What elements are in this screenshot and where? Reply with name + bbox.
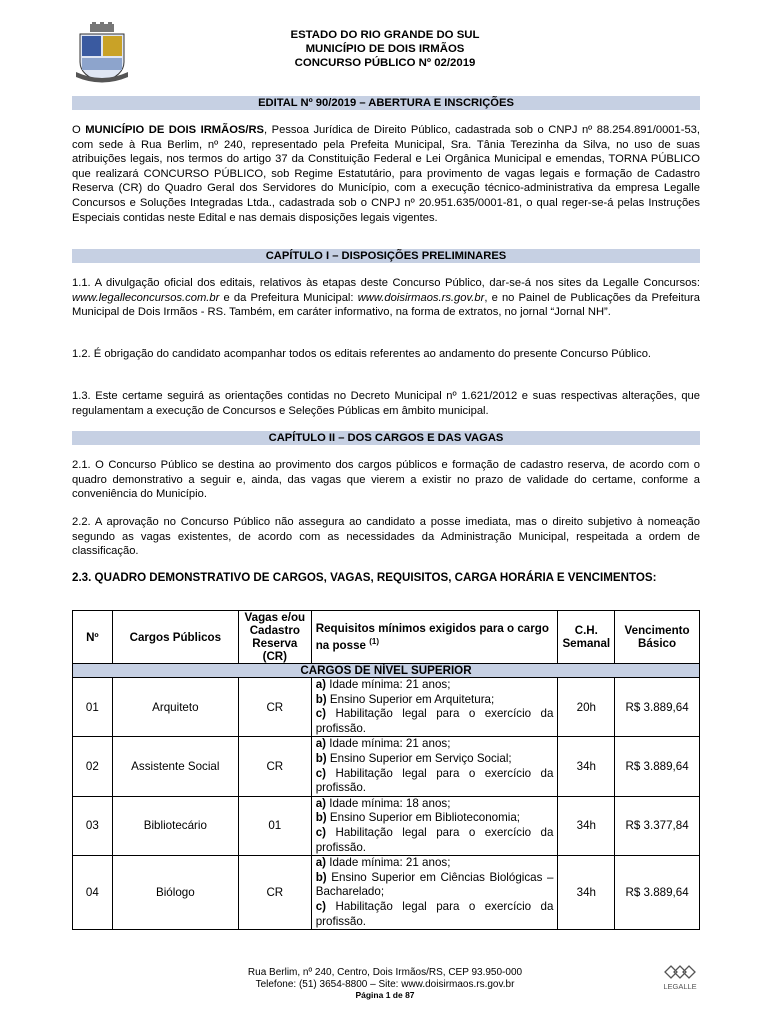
cell-vagas: CR xyxy=(238,678,311,737)
requisito-text: Habilitação legal para o exercício da profissão. xyxy=(315,899,554,928)
cell-vencimento: R$ 3.889,64 xyxy=(615,737,700,796)
header-municipality: MUNICÍPIO DE DOIS IRMÃOS xyxy=(305,43,465,55)
col-header-requisitos xyxy=(311,611,558,664)
col-header-vagas: Vagas e/ou Cadastro Reserva (CR) xyxy=(238,611,311,664)
requisito-text: Idade mínima: 21 anos; xyxy=(326,678,451,691)
chapter-1-title: CAPÍTULO I – DISPOSIÇÕES PRELIMINARES xyxy=(72,249,700,263)
cell-cargo: Arquiteto xyxy=(112,678,238,737)
cell-ch: 34h xyxy=(558,856,615,930)
cell-vagas: CR xyxy=(238,737,311,796)
cell-vencimento: R$ 3.377,84 xyxy=(615,796,700,855)
cell-requisitos xyxy=(311,796,558,855)
paragraph-2-1: 2.1. O Concurso Público se destina ao provimento dos cargos públicos e formação de cadastro reserva, de acordo com o quadro demonstrativo a seguir e, ainda, das vagas que vierem a existir no prazo de validade do certame, conforme a conveniência do Município. xyxy=(72,459,700,501)
level-row: CARGOS DE NÍVEL SUPERIOR xyxy=(73,664,700,678)
intro-municipality: MUNICÍPIO DE DOIS IRMÃOS/RS xyxy=(85,124,265,136)
requisito-text: Habilitação legal para o exercício da profissão. xyxy=(315,766,554,795)
col-header-vencimento: Vencimento Básico xyxy=(615,611,700,664)
requisito-text: Ensino Superior em Ciências Biológicas – Bacharelado; xyxy=(315,870,554,899)
legalle-logo xyxy=(659,962,701,996)
requisito-item xyxy=(316,811,554,826)
requisito-letter: a) xyxy=(315,856,327,870)
col-header-cargo: Cargos Públicos xyxy=(112,611,238,664)
requisito-letter: a) xyxy=(315,796,327,810)
requisitos-label: Requisitos mínimos exigidos para o cargo na posse xyxy=(315,622,549,652)
p1-1-text-c: , e no Painel de Publicações da Prefeitura Municipal de Dois Irmãos - RS. Também, em caráter informativo, na forma de extratos, no jornal “Jornal NH”. xyxy=(72,291,700,319)
table-row xyxy=(73,796,700,855)
footnote-marker: (1) xyxy=(369,637,379,647)
cell-ch: 20h xyxy=(558,678,615,737)
requisito-text: Ensino Superior em Biblioteconomia; xyxy=(326,811,521,825)
table-row xyxy=(73,737,700,796)
header-contest: CONCURSO PÚBLICO Nº 02/2019 xyxy=(294,57,476,69)
requisito-letter: a) xyxy=(315,678,327,691)
intro-paragraph xyxy=(72,123,700,225)
cell-vencimento: R$ 3.889,64 xyxy=(615,678,700,737)
col-header-ch: C.H. Semanal xyxy=(558,611,615,664)
paragraph-2-2: 2.2. A aprovação no Concurso Público não assegura ao candidato a posse imediata, mas o direito subjetivo à nomeação segundo as vagas existentes, de acordo com as necessidades da Administração Municipal, respeitada a ordem de classificação. xyxy=(72,516,700,558)
cell-requisitos xyxy=(311,856,558,930)
col-header-num: Nº xyxy=(73,611,113,664)
requisito-item xyxy=(316,678,554,693)
requisito-letter: c) xyxy=(315,766,327,780)
intro-prefix: O xyxy=(72,124,86,136)
requisito-letter: b) xyxy=(315,811,327,825)
requisito-text: Habilitação legal para o exercício da profissão. xyxy=(315,707,554,735)
municipal-coat-of-arms xyxy=(72,22,132,86)
cell-cargo: Biólogo xyxy=(112,856,238,930)
paragraph-1-1 xyxy=(72,276,700,320)
requisito-item xyxy=(316,752,554,767)
requisito-letter: c) xyxy=(315,825,327,839)
requisito-text: Ensino Superior em Arquitetura; xyxy=(326,692,495,706)
cell-cargo: Bibliotecário xyxy=(112,796,238,855)
cell-requisitos xyxy=(311,737,558,796)
requisito-item xyxy=(316,900,554,929)
paragraph-1-2: 1.2. É obrigação do candidato acompanhar todos os editais referentes ao andamento do presente Concurso Público. xyxy=(72,348,652,360)
p1-1-text-b: e da Prefeitura Municipal: xyxy=(219,291,358,304)
requisito-text: Ensino Superior em Serviço Social; xyxy=(326,751,512,765)
header-state: ESTADO DO RIO GRANDE DO SUL xyxy=(290,29,480,41)
requisito-letter: c) xyxy=(315,707,327,721)
requisito-item xyxy=(316,826,554,855)
requisito-letter: b) xyxy=(315,870,327,884)
page-footer xyxy=(150,967,620,1002)
table-row xyxy=(73,678,700,737)
cell-ch: 34h xyxy=(558,796,615,855)
paragraph-1-3: 1.3. Este certame seguirá as orientações contidas no Decreto Municipal nº 1.621/2012 e suas respectivas alterações, que regulamentam a execução de Concursos e Seleções Públicas em âmbito municipal. xyxy=(72,390,700,417)
requisito-letter: a) xyxy=(315,737,327,751)
requisito-letter: c) xyxy=(315,899,327,913)
cell-vagas: CR xyxy=(238,856,311,930)
requisito-item xyxy=(316,797,554,812)
requisito-item xyxy=(316,856,554,871)
requisito-item xyxy=(316,871,554,900)
requisito-letter: b) xyxy=(315,751,327,765)
cell-num: 01 xyxy=(73,678,113,737)
prefeitura-link[interactable]: www.doisirmaos.rs.gov.br xyxy=(357,291,485,304)
svg-text:LEGALLE: LEGALLE xyxy=(663,982,697,991)
footer-contact: Telefone: (51) 3654-8800 – Site: www.doisirmaos.rs.gov.br xyxy=(255,978,515,990)
intro-text: , Pessoa Jurídica de Direito Público, cadastrada sob o CNPJ nº 88.254.891/0001-53, com sede à Rua Berlim, nº 240, representado pela Prefeita Municipal, Sra. Tânia Terezinha da Silva, no uso de suas atribuições legais, nos termos do artigo 37 da Constituição Federal e Lei Orgânica Municipal e emendas, TORNA PÚBLICO que realizará CONCURSO PÚBLICO, sob Regime Estatutário, para provimento de vagas legais e formação de Cadastro Reserva (CR) do Quadro Geral dos Servidores do Município, com a execução técnico-administrativa da empresa Legalle Concursos e Soluções Integradas Ltda., cadastrada sob o CNPJ nº 20.951.635/0001-81, o qual reger-se-á pelas Instruções Especiais contidas neste Edital e nas demais disposições legais vigentes. xyxy=(72,124,701,224)
requisito-item xyxy=(316,693,554,708)
document-header xyxy=(150,28,620,70)
cell-num: 04 xyxy=(73,856,113,930)
cell-vencimento: R$ 3.889,64 xyxy=(615,856,700,930)
cell-requisitos xyxy=(311,678,558,737)
requisito-letter: b) xyxy=(315,692,327,706)
requisito-text: Idade mínima: 18 anos; xyxy=(326,796,451,810)
requisito-text: Idade mínima: 21 anos; xyxy=(326,737,451,751)
legalle-link[interactable]: www.legalleconcursos.com.br xyxy=(72,291,220,304)
cell-num: 03 xyxy=(73,796,113,855)
requisito-item xyxy=(316,707,554,736)
cell-ch: 34h xyxy=(558,737,615,796)
requisito-text: Habilitação legal para o exercício da profissão. xyxy=(315,825,554,854)
requisito-text: Idade mínima: 21 anos; xyxy=(326,856,451,870)
table-row xyxy=(73,856,700,930)
footer-address: Rua Berlim, nº 240, Centro, Dois Irmãos/RS, CEP 93.950-000 xyxy=(247,967,523,978)
positions-table xyxy=(72,610,700,930)
paragraph-2-3-heading: 2.3. QUADRO DEMONSTRATIVO DE CARGOS, VAGAS, REQUISITOS, CARGA HORÁRIA E VENCIMENTOS: xyxy=(72,571,657,584)
requisito-item xyxy=(316,767,554,796)
cell-vagas: 01 xyxy=(238,796,311,855)
page-number: Página 1 de 87 xyxy=(355,990,415,1000)
chapter-2-title: CAPÍTULO II – DOS CARGOS E DAS VAGAS xyxy=(72,431,700,445)
requisito-item xyxy=(316,737,554,752)
edital-title: EDITAL Nº 90/2019 – ABERTURA E INSCRIÇÕES xyxy=(72,96,700,110)
cell-num: 02 xyxy=(73,737,113,796)
p1-1-text-a: 1.1. A divulgação oficial dos editais, relativos às etapas deste Concurso Público, dar-se-á nos sites da Legalle Concursos: xyxy=(72,277,700,289)
cell-cargo: Assistente Social xyxy=(112,737,238,796)
